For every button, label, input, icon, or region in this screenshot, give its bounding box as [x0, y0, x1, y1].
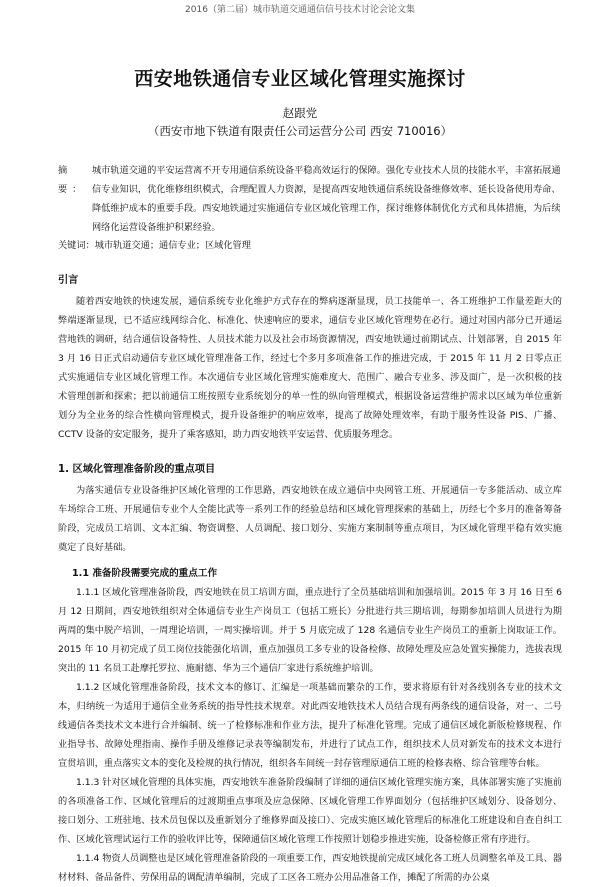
- intro-paragraph: 随着西安地铁的快速发展，通信系统专业化维护方式存在的弊病逐渐显现，员工技能单一、各工班维护工作量差距大的弊端逐渐显现，已不适应线网综合化、标准化、快速响应的要求，通信专业区域化管理势在必行。通过对国内部分已开通运营地铁的调研，结合通信设备特性、人员技术能力以及社会市场资源情况，西安地铁通过前期试点、计划部署，自 2015 年 3 月 16 日正式启动通信专业区域化管理准备工作，经过七个多月多项准备工作的推进完成，于 2015 年 11 月 2 日零点正式实施通信专业区域化管理工作。本次通信专业区域化管理实施难度大、范围广、融合专业多、涉及面广，是一次积极的技术管理创新和探索；把以前通信工班按照专业系统划分的单一性的纵向管理模式，根据设备运营维护需求以区域为单位重新划分为全业务的综合性横向管理模式，提升设备维护的响应效率，提高了故障处理效率，有助于服务性设备 PIS、广播、CCTV 设备的安定服务，提升了乘客感知，助力西安地铁平安运营、优质服务理念。: [58, 296, 562, 440]
- running-header: 2016（第二届）城市轨道交通通信信号技术讨论会论文集: [185, 5, 415, 15]
- paragraph-1-1-3: 1.1.3 针对区域化管理的具体实施，西安地铁车准备阶段编制了详细的通信区域化管理实施方案，具体部署实施了实施前的各项准备工作、区域化管理后的过渡期重点事项及应急保障、区域化管理工作界面划分（包括维护区域划分、设备划分、接口划分、工班驻地、技术员包保以及重新划分了维修界面及接口）、完成实施区域化管理后的标准化工班建设和自查自纠工作、区域化管理试运行工作的验收评比等，保障通信区域化管理工作按照计划稳步推进实施，设备检修正常有序进行。: [58, 777, 562, 845]
- keywords-text: 城市轨道交通；通信专业；区域化管理: [94, 240, 251, 251]
- paragraph-1-1-4: 1.1.4 物资人员调整也是区域化管理准备阶段的一项重要工作，西安地铁提前完成区域化各工班人员调整名单及工具、器材材料、备品备件、劳保用品的调配清单编制，完成了工区各工班办公用品准备工作，摊配了所需的办公桌: [58, 853, 562, 883]
- paper-title: 西安地铁通信专业区域化管理实施探讨: [134, 68, 466, 90]
- paragraph-1-1-1: 1.1.1 区域化管理准备阶段，西安地铁在员工培训方面，重点进行了全员基础培训和加强培训。2015 年 3 月 16 日至 6 月 12 日期间，西安地铁组织对全体通信专业生产岗员工（包括工班长）分批进行共三期培训，每期参加培训人员进行为期两周的集中脱产培训，一周理论培训，一周实操培训。并于 5 月底完成了 128 名通信专业生产岗员工的重新上岗取证工作。2015 年 10 月初完成了员工岗位技能强化培训，重点加强员工多专业的设备检修、故障处理及应急处置实操能力，选拔表现突出的 11 名员工赴摩托罗拉、施耐德、华为三个通信厂家进行系统维护培训。: [58, 587, 562, 674]
- paragraph-1-1-2: 1.1.2 区域化管理准备阶段，技术文本的修订、汇编是一项基础而繁杂的工作，要求将原有针对各线别各专业的技术文本，归纳统一为适用于通信全业务系统的指导性技术规章。对此西安地铁技术人员结合现有两条线的通信设备，对一、二号线通信各类技术文本进行合并编制、统一了检修标准和作业方法，提升了标准化管理。完成了通信区域化新版检修规程、作业指导书、故障处理指南、操作手册及维修记录表等编制发布，并进行了试点工作，组织技术人员对新发布的技术文本进行宣贯培训，重点落实文本的变化及检规的执行情况，组织各车间统一封存管理原通信工班的检修表格、综合管理等台帐。: [58, 682, 562, 769]
- section-1-heading: 1. 区域化管理准备阶段的重点项目: [58, 464, 216, 475]
- subsection-1-1-heading: 1.1 准备阶段需要完成的重点工作: [72, 568, 218, 579]
- keywords-label: 关键词：: [58, 240, 95, 251]
- author-name: 赵跟党: [282, 106, 318, 120]
- author-affiliation: （西安市地下铁道有限责任公司运营分公司 西安 710016）: [147, 124, 453, 138]
- keywords: [58, 237, 562, 255]
- section-1-paragraph: 为落实通信专业设备维护区域化管理的工作思路，西安地铁在成立通信中央网管工班、开展通信一专多能活动、成立库车场综合工班、开展通信专业个人全能比武等一系列工作的经验总结和区域化管理探索的基础上，历经七个多月的准备筹备阶段，完成员工培训、文本汇编、物资调整、人员调配、接口划分、实施方案制制等重点项目，为区域化管理平稳有效实施奠定了良好基础。: [58, 485, 562, 553]
- intro-heading: 引言: [58, 275, 79, 286]
- abstract-label: 摘 要：: [58, 165, 87, 195]
- abstract: [58, 161, 562, 237]
- abstract-text: 城市轨道交通的平安运营离不开专用通信系统设备平稳高效运行的保障。强化专业技术人员的技能水平，丰富拓展通信专业知识，优化维修组织模式，合理配置人力资源，是提高西安地铁通信系统设备维修效率、延长设备使用寿命、降低维护成本的重要手段。西安地铁通过实施通信专业区域化管理工作，探讨维修体制优化方式和具体措施，为后续网络化运营设备维护积累经验。: [92, 165, 561, 233]
